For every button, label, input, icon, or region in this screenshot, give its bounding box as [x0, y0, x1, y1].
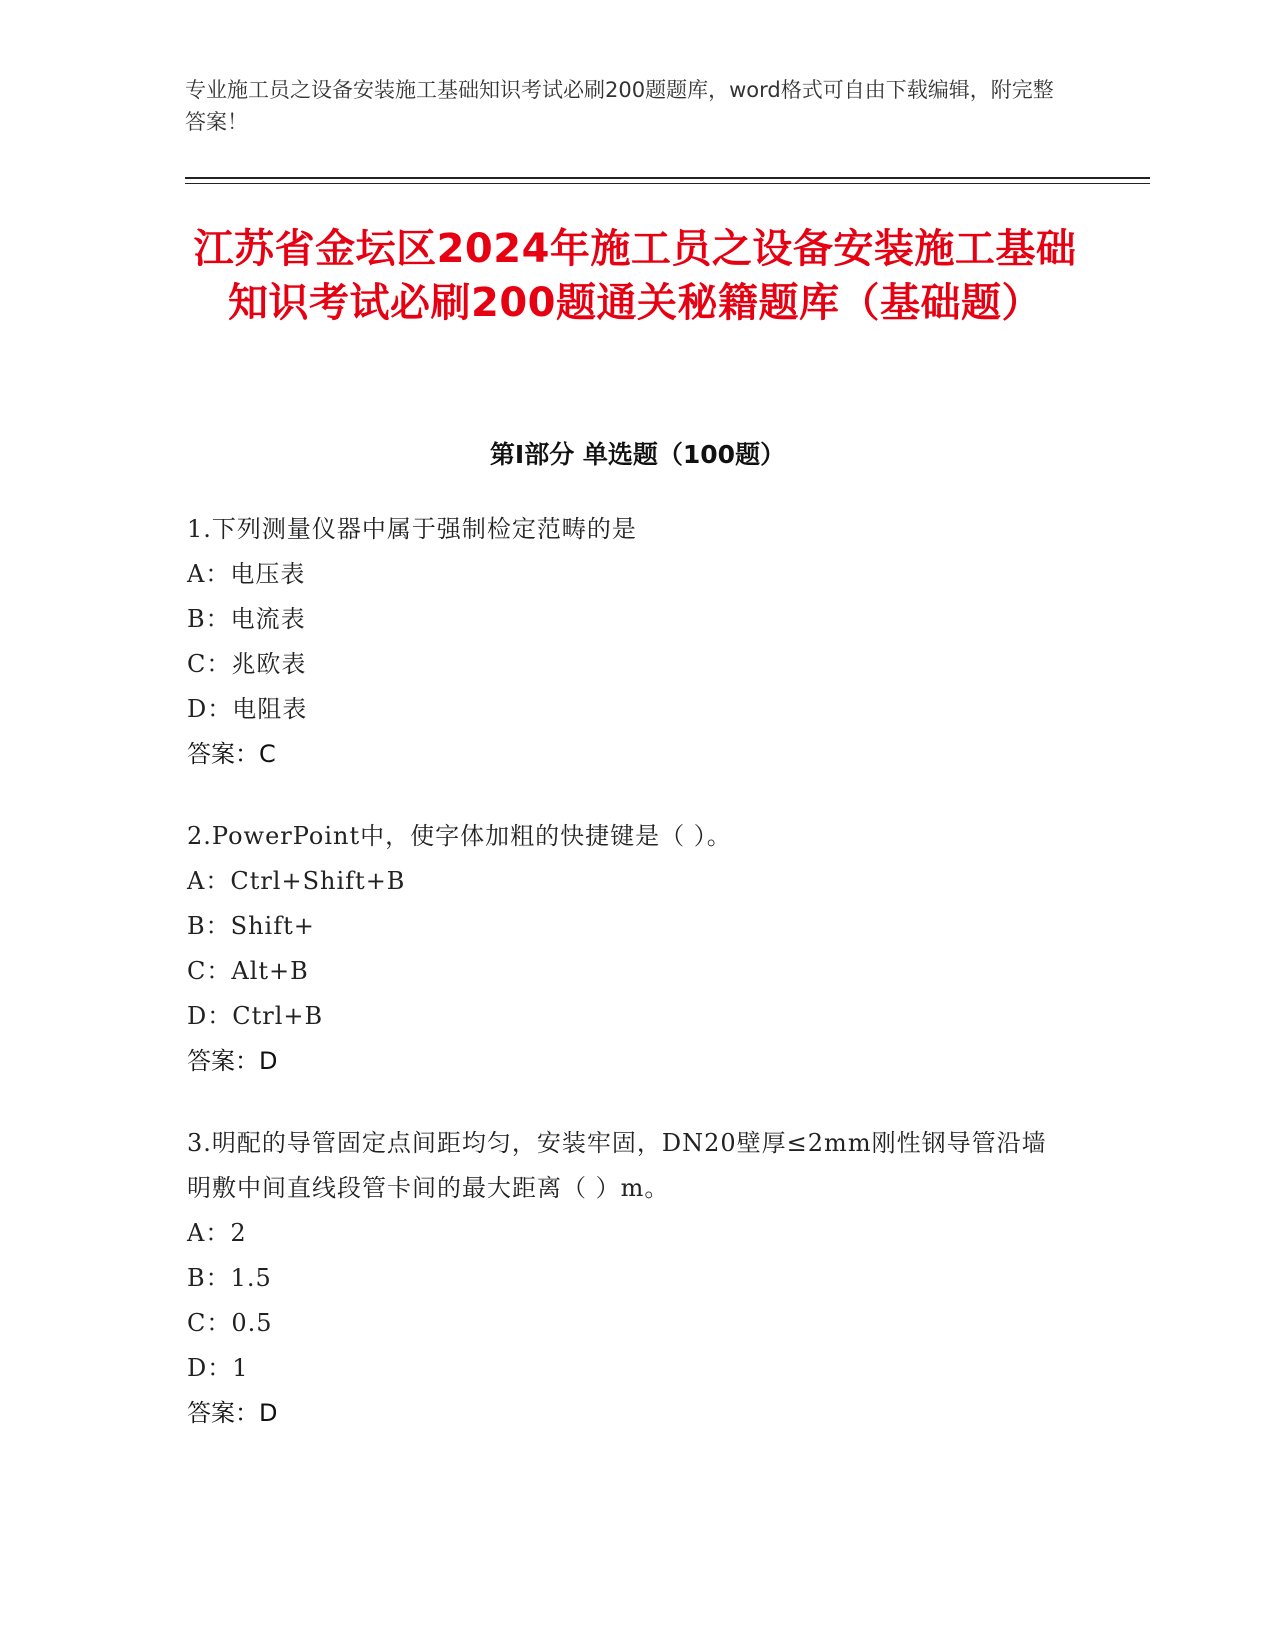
question-1: [187, 507, 1067, 777]
option-a: A：Ctrl+Shift+B: [187, 867, 406, 895]
question-stem: 2.PowerPoint中，使字体加粗的快捷键是（ ）。: [187, 822, 732, 850]
option-d: D：Ctrl+B: [187, 1002, 324, 1030]
option-b: B：Shift+: [187, 912, 315, 940]
document-title: 江苏省金坛区2024年施工员之设备安装施工基础知识考试必刷200题通关秘籍题库（基础题）: [193, 226, 1077, 326]
question-stem: 3.明配的导管固定点间距均匀，安装牢固，DN20壁厚≤2mm刚性钢导管沿墙明敷中间直线段管卡间的最大距离（ ）m。: [187, 1129, 1047, 1202]
section-title: 第Ⅰ部分 单选题（100题）: [489, 440, 786, 469]
header-divider-thick: [185, 177, 1150, 179]
question-3: [187, 1121, 1047, 1436]
option-c: C：0.5: [187, 1309, 273, 1337]
option-c: C：兆欧表: [187, 650, 307, 678]
option-b: B：电流表: [187, 605, 306, 633]
answer-line: 答案：C: [187, 740, 276, 768]
option-d: D：1: [187, 1354, 249, 1382]
option-d: D：电阻表: [187, 695, 308, 723]
answer-line: 答案：D: [187, 1047, 278, 1075]
header-divider-thin: [185, 183, 1150, 184]
option-b: B：1.5: [187, 1264, 272, 1292]
answer-line: 答案：D: [187, 1399, 278, 1427]
header-note: 专业施工员之设备安装施工基础知识考试必刷200题题库，word格式可自由下载编辑，附完整答案！: [185, 78, 1054, 134]
question-2: [187, 814, 1067, 1084]
question-stem: 1.下列测量仪器中属于强制检定范畴的是: [187, 515, 637, 543]
option-a: A：2: [187, 1219, 247, 1247]
option-c: C：Alt+B: [187, 957, 309, 985]
option-a: A：电压表: [187, 560, 306, 588]
